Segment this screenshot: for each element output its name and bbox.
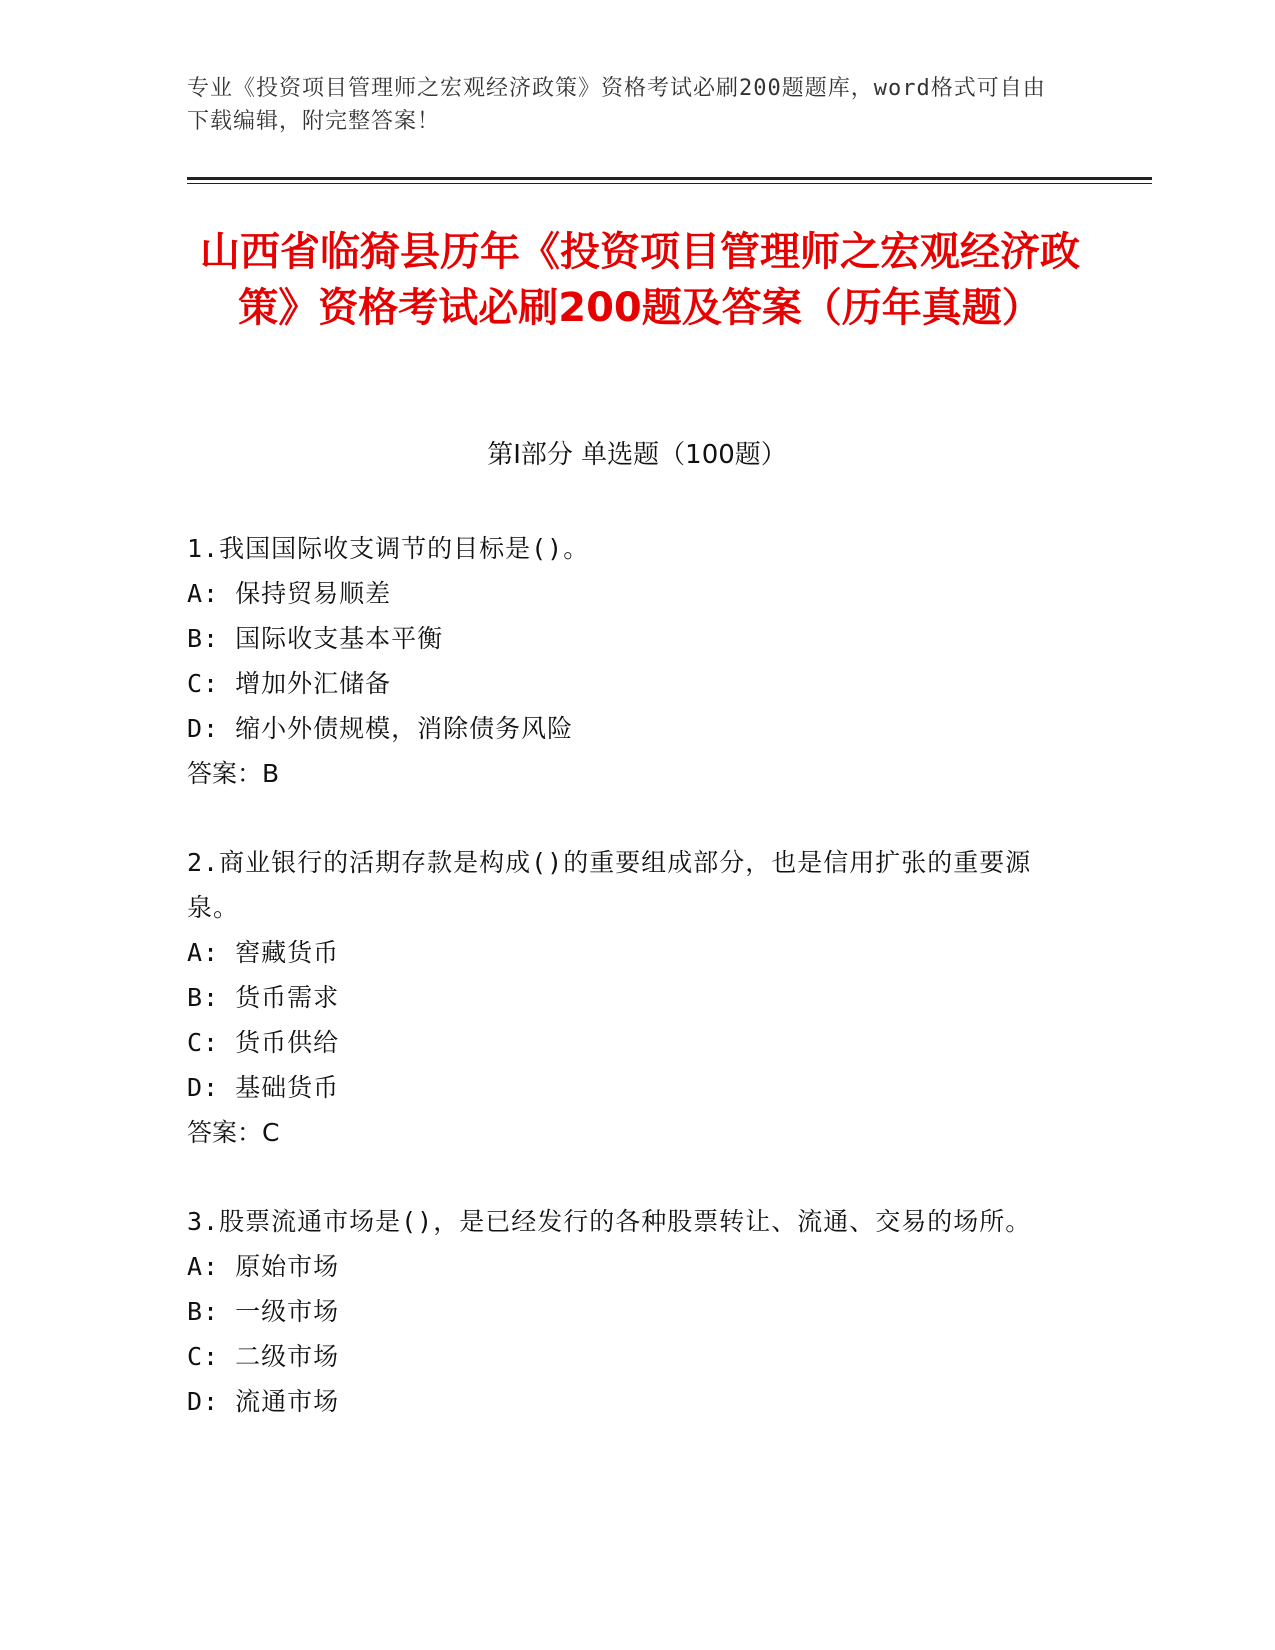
header-rule-thick	[187, 177, 1152, 180]
option-b: B: 货币需求	[187, 983, 340, 1012]
question-stem: 3.股票流通市场是()，是已经发行的各种股票转让、流通、交易的场所。	[187, 1207, 1032, 1236]
option-c: C: 货币供给	[187, 1028, 340, 1057]
option-d: D: 缩小外债规模，消除债务风险	[187, 714, 574, 743]
header-rule-thin	[187, 183, 1152, 184]
question-stem: 2.商业银行的活期存款是构成()的重要组成部分，也是信用扩张的重要源泉。	[187, 848, 1032, 922]
option-c: C: 增加外汇储备	[187, 669, 392, 698]
answer-line: 答案：B	[187, 759, 280, 788]
question-list	[187, 526, 1067, 1468]
option-a: A: 原始市场	[187, 1252, 340, 1281]
question-2	[187, 840, 1067, 1155]
option-b: B: 一级市场	[187, 1297, 340, 1326]
option-b: B: 国际收支基本平衡	[187, 624, 444, 653]
section-title: 第I部分 单选题（100题）	[487, 440, 787, 470]
header-note: 专业《投资项目管理师之宏观经济政策》资格考试必刷200题题库，word格式可自由下载编辑，附完整答案！	[187, 76, 1046, 134]
option-d: D: 流通市场	[187, 1387, 340, 1416]
option-d: D: 基础货币	[187, 1073, 340, 1102]
answer-line: 答案：C	[187, 1118, 280, 1147]
option-a: A: 保持贸易顺差	[187, 579, 392, 608]
option-a: A: 窖藏货币	[187, 938, 340, 967]
question-1	[187, 526, 1067, 796]
option-c: C: 二级市场	[187, 1342, 340, 1371]
question-3	[187, 1199, 1067, 1424]
question-stem: 1.我国国际收支调节的目标是()。	[187, 534, 590, 563]
document-title: 山西省临猗县历年《投资项目管理师之宏观经济政策》资格考试必刷200题及答案（历年真题）	[200, 229, 1080, 331]
